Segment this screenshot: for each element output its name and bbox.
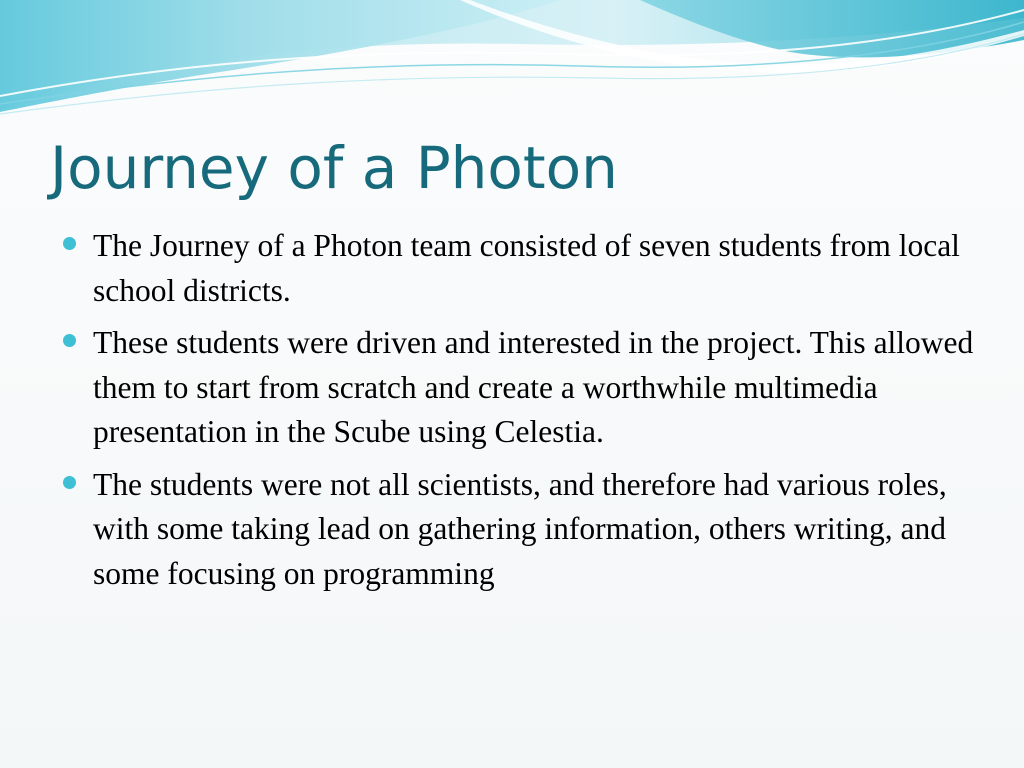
bullet-item [60,463,980,597]
slide-title: Journey of a Photon [50,134,618,202]
bullet-item [60,224,980,313]
wave-header-decoration [0,0,1024,130]
bullet-text: The students were not all scientists, and therefore had various roles, with some taking lead on gathering information, others writing, and some focusing on programming [93,466,947,591]
bullet-list [60,224,980,604]
bullet-dot-icon [63,334,76,347]
bullet-dot-icon [63,476,76,489]
bullet-text: These students were driven and interested in the project. This allowed them to start from scratch and create a worthwhile multimedia presentation in the Scube using Celestia. [93,325,974,449]
bullet-item [60,321,980,455]
bullet-text: The Journey of a Photon team consisted of seven students from local school districts. [93,228,960,308]
bullet-dot-icon [63,237,76,250]
